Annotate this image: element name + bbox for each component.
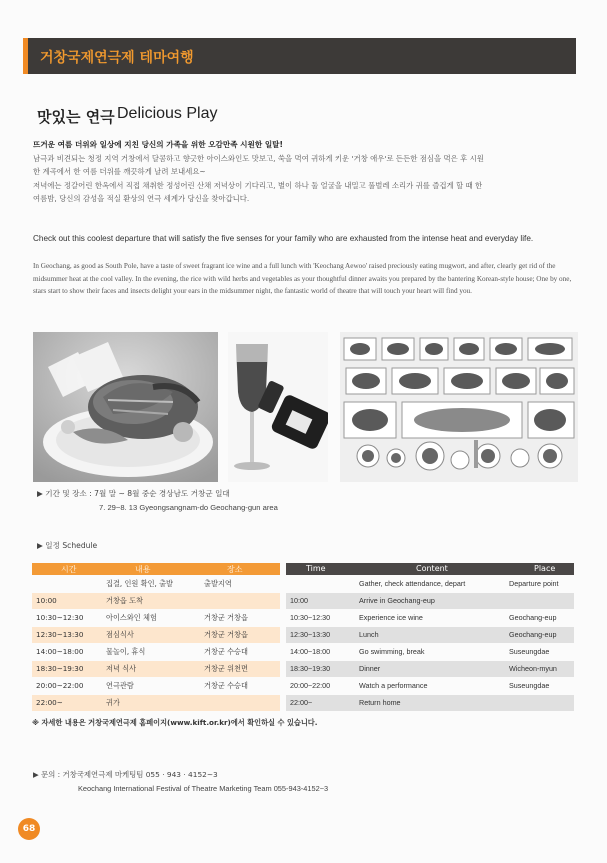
cell-content: Experience ice wine <box>359 613 423 622</box>
table-row <box>286 695 574 711</box>
cell-place: Departure point <box>509 579 559 588</box>
cell-content: 물놀이, 휴식 <box>106 647 146 656</box>
page-title-english: Delicious Play <box>117 105 218 122</box>
cell-content: Lunch <box>359 630 379 639</box>
banner-title: 거창국제연극제 테마여행 <box>40 50 194 66</box>
cell-content: 점심식사 <box>106 630 134 639</box>
cell-place: Suseungdae <box>509 647 550 656</box>
table-row <box>32 644 280 660</box>
schedule-label: ▶ 일정 Schedule <box>37 541 98 550</box>
contact-english: Keochang International Festival of Theatre Marketing Team 055-943-4152~3 <box>78 784 329 793</box>
cell-time: 22:00~ <box>36 698 63 707</box>
korean-lead: 뜨거운 여름 더위와 일상에 지친 당신의 가족을 위한 오감만족 시원한 일탈! <box>33 140 283 149</box>
cell-content: 귀가 <box>106 698 120 707</box>
cell-place: Geochang-eup <box>509 630 557 639</box>
cell-time: 14:00~18:00 <box>290 647 331 656</box>
cell-content: 아이스와인 체험 <box>106 613 157 622</box>
section-banner <box>23 38 576 74</box>
cell-content: Arrive in Geochang-eup <box>359 596 435 605</box>
cell-time: 10:30~12:30 <box>290 613 331 622</box>
header-content: 내용 <box>135 565 151 574</box>
cell-place: 출발지역 <box>204 579 232 588</box>
cell-time: 12:30~13:30 <box>290 630 331 639</box>
period-location-korean: ▶ 기간 및 장소 : 7월 말 ~ 8월 중순 경상남도 거창군 일대 <box>37 489 230 498</box>
cell-content: 거창읍 도착 <box>106 596 144 605</box>
table-row <box>286 678 574 694</box>
header-content: Content <box>416 564 448 573</box>
table-row <box>286 661 574 677</box>
table-row <box>32 576 280 592</box>
cell-place: 거창군 거창읍 <box>204 613 248 622</box>
cell-time: 18:30~19:30 <box>290 664 331 673</box>
cell-place: Geochang-eup <box>509 613 557 622</box>
cell-place: Suseungdae <box>509 681 550 690</box>
korean-paragraph-1-line-2: 한 계곡에서 한 여름 더위를 깨끗하게 날려 보내세요~ <box>33 167 206 176</box>
header-place: 장소 <box>227 565 243 574</box>
table-row <box>32 678 280 694</box>
korean-paragraph-1-line-1: 남극과 비견되는 청정 지역 거창에서 달콤하고 향긋한 아이스와인도 맛보고, 쑥을 먹여 귀하게 키운 '거창 애우'로 든든한 점심을 먹은 후 시원 <box>33 154 484 163</box>
table-row <box>286 576 574 592</box>
cell-content: 집결, 인원 확인, 출발 <box>106 579 173 588</box>
wine-photo <box>228 332 328 482</box>
homepage-note: ※ 자세한 내용은 거창국제연극제 홈페이지(www.kift.or.kr)에서 확인하실 수 있습니다. <box>32 718 318 727</box>
cell-time: 10:00 <box>36 596 57 605</box>
cell-time: 12:30~13:30 <box>36 630 84 639</box>
korean-paragraph-2-line-2: 여름밤, 당신의 감성을 적실 환상의 연극 세계가 당신을 찾아갑니다. <box>33 194 250 203</box>
english-lead: Check out this coolest departure that will satisfy the five senses for your family who are exhausted from the intense heat and everyday life. <box>33 234 534 243</box>
cell-time: 18:30~19:30 <box>36 664 84 673</box>
header-time: 시간 <box>61 565 77 574</box>
cell-time: 10:00 <box>290 596 308 605</box>
cell-content: 연극관람 <box>106 681 134 690</box>
cell-place: 거창군 거창읍 <box>204 630 248 639</box>
table-row <box>32 610 280 626</box>
header-time: Time <box>306 564 326 573</box>
cell-content: Gather, check attendance, depart <box>359 579 466 588</box>
table-row <box>286 593 574 609</box>
cell-content: 저녁 식사 <box>106 664 137 673</box>
dinner-table-photo <box>340 332 578 482</box>
schedule-table-english-header <box>286 563 574 575</box>
page-number: 68 <box>18 818 40 840</box>
cell-place: Wicheon-myun <box>509 664 557 673</box>
cell-content: Return home <box>359 698 401 707</box>
cell-time: 22:00~ <box>290 698 313 707</box>
cell-time: 20:00~22:00 <box>36 681 84 690</box>
table-row <box>286 644 574 660</box>
table-row <box>32 627 280 643</box>
cell-time: 14:00~18:00 <box>36 647 84 656</box>
cell-content: Dinner <box>359 664 381 673</box>
korean-paragraph-2-line-1: 저녁에는 정갈어린 한옥에서 직접 채취한 정성어린 산채 저녁상이 기다리고, 별이 하나 둘 얼굴을 내밀고 풀벌레 소리가 귀를 즐겁게 할 때 한 <box>33 181 483 190</box>
cell-content: Go swimming, break <box>359 647 425 656</box>
cell-content: Watch a performance <box>359 681 428 690</box>
table-row <box>32 661 280 677</box>
table-row <box>286 627 574 643</box>
table-row <box>32 695 280 711</box>
cell-place: 거창군 위천면 <box>204 664 248 673</box>
contact-korean: ▶ 문의 : 거창국제연극제 마케팅팀 055 · 943 · 4152~3 <box>33 770 218 779</box>
cell-place: 거창군 수승대 <box>204 647 248 656</box>
schedule-table-korean-header <box>32 563 280 575</box>
cell-place: 거창군 수승대 <box>204 681 248 690</box>
english-paragraph: In Geochang, as good as South Pole, have a taste of sweet fragrant ice wine and a full lunch with 'Keochang Aewoo' raised preciously eating mugwort, and after, clearly get rid of the midsummer heat at the cool valley. In the evening, the rice with wild herbs and vegetables as your thoughtful dinner awaits you prepared by the bantering Korean-style house; One by one, stars start to show their faces and insects delight your ears in the midsummer night, the fantastic world of theatre that will touch your heart will find you. <box>33 262 572 296</box>
page-title-korean: 맛있는 연극 <box>37 108 115 126</box>
table-row <box>286 610 574 626</box>
header-place: Place <box>534 564 556 573</box>
cell-time: 20:00~22:00 <box>290 681 331 690</box>
period-location-english: 7. 29~8. 13 Gyeongsangnam-do Geochang-gun area <box>99 503 278 512</box>
cell-time: 10:30~12:30 <box>36 613 84 622</box>
table-row <box>32 593 280 609</box>
beef-photo <box>33 332 218 482</box>
